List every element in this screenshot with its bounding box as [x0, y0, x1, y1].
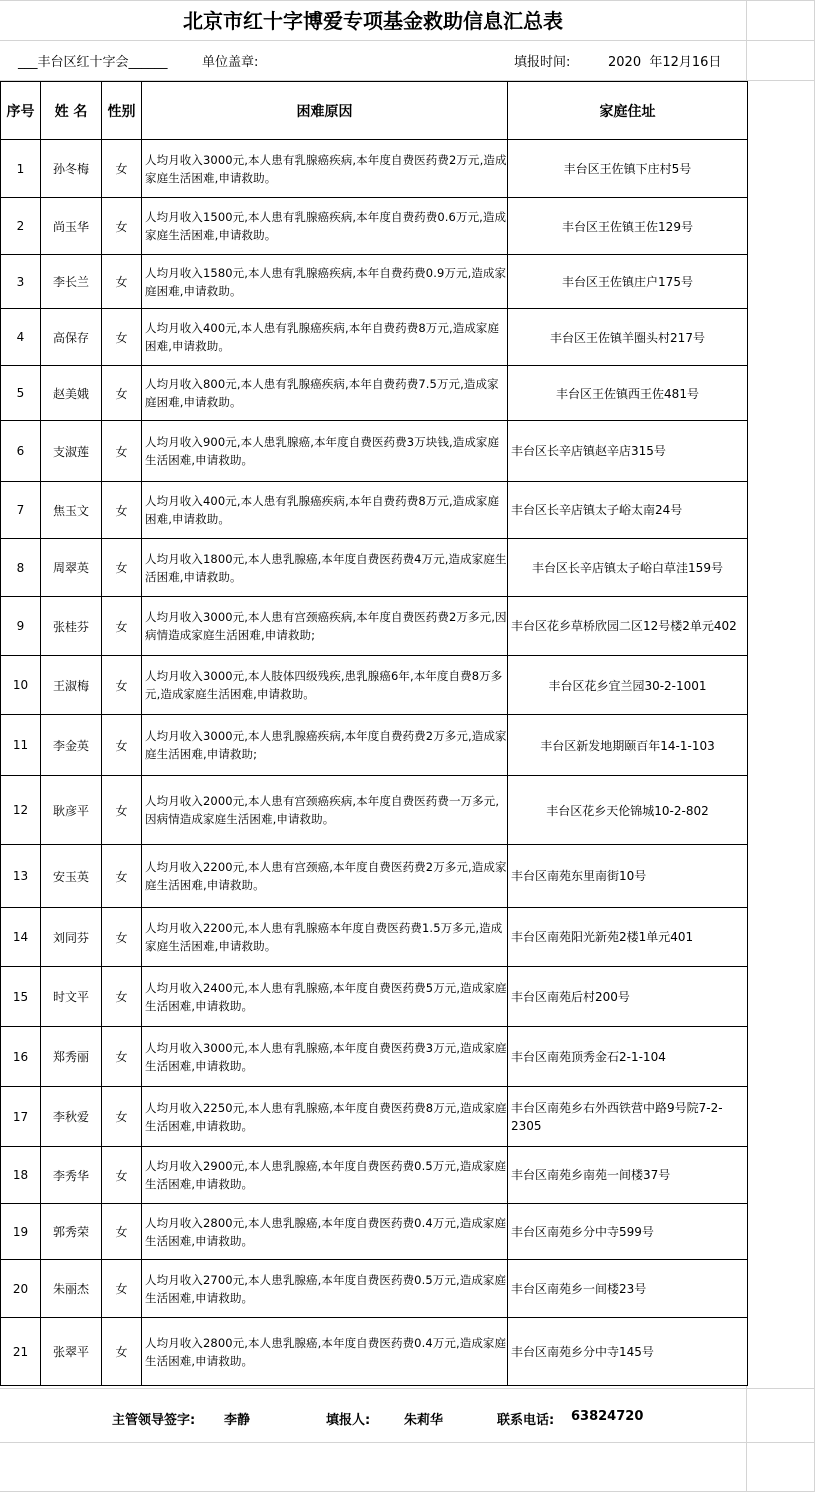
row-number: 18	[1, 1147, 41, 1204]
table-row	[1, 1204, 748, 1260]
row-reason: 人均月收入400元,本人患有乳腺癌疾病,本年自费药费8万元,造成家庭困难,申请救助。	[142, 309, 508, 366]
row-name: 郭秀荣	[41, 1204, 102, 1260]
table-row	[1, 309, 748, 366]
table-row	[1, 967, 748, 1027]
row-sex: 女	[102, 140, 142, 198]
row-sex: 女	[102, 1318, 142, 1386]
row-reason: 人均月收入1800元,本人患乳腺癌,本年度自费医药费4万元,造成家庭生活困难,申请救助。	[142, 539, 508, 597]
row-name: 张翠平	[41, 1318, 102, 1386]
seal-label: 单位盖章:	[202, 55, 259, 70]
leader-label: 主管领导签字:	[112, 1413, 196, 1428]
row-address: 丰台区花乡天伦锦城10-2-802	[508, 776, 748, 845]
phone-label: 联系电话:	[497, 1413, 555, 1428]
row-address: 丰台区长辛店镇太子峪太南24号	[508, 482, 748, 539]
header-sex: 性别	[102, 82, 142, 140]
table-row	[1, 776, 748, 845]
row-name: 赵美娥	[41, 366, 102, 421]
row-number: 19	[1, 1204, 41, 1260]
row-name: 周翠英	[41, 539, 102, 597]
row-number: 4	[1, 309, 41, 366]
row-reason: 人均月收入2200元,本人患有宫颈癌,本年度自费医药费2万多元,造成家庭生活困难,申请救助。	[142, 845, 508, 908]
row-number: 21	[1, 1318, 41, 1386]
row-address: 丰台区南苑乡分中寺145号	[508, 1318, 748, 1386]
table-row	[1, 482, 748, 539]
row-address: 丰台区南苑乡一间楼23号	[508, 1260, 748, 1318]
row-number: 11	[1, 715, 41, 776]
row-name: 高保存	[41, 309, 102, 366]
relief-table	[0, 81, 748, 1386]
header-no: 序号	[1, 82, 41, 140]
row-reason: 人均月收入1580元,本人患有乳腺癌疾病,本年自费药费0.9万元,造成家庭困难,申请救助。	[142, 255, 508, 309]
row-name: 李金英	[41, 715, 102, 776]
table-row	[1, 597, 748, 656]
row-address: 丰台区南苑东里南街10号	[508, 845, 748, 908]
row-reason: 人均月收入2800元,本人患乳腺癌,本年度自费医药费0.4万元,造成家庭生活困难,申请救助。	[142, 1318, 508, 1386]
filler-name: 朱莉华	[404, 1413, 444, 1428]
row-sex: 女	[102, 967, 142, 1027]
row-number: 1	[1, 140, 41, 198]
table-row	[1, 1318, 748, 1386]
row-number: 14	[1, 908, 41, 967]
row-address: 丰台区南苑乡南苑一间楼37号	[508, 1147, 748, 1204]
row-number: 17	[1, 1087, 41, 1147]
row-sex: 女	[102, 421, 142, 482]
row-number: 16	[1, 1027, 41, 1087]
row-name: 张桂芬	[41, 597, 102, 656]
row-sex: 女	[102, 539, 142, 597]
row-address: 丰台区长辛店镇太子峪白草洼159号	[508, 539, 748, 597]
header-reason: 困难原因	[142, 82, 508, 140]
row-name: 朱丽杰	[41, 1260, 102, 1318]
row-address: 丰台区南苑乡右外西铁营中路9号院7-2-2305	[508, 1087, 748, 1147]
row-sex: 女	[102, 482, 142, 539]
table-row	[1, 421, 748, 482]
row-sex: 女	[102, 1087, 142, 1147]
row-name: 李长兰	[41, 255, 102, 309]
row-address: 丰台区南苑阳光新苑2楼1单元401	[508, 908, 748, 967]
row-number: 6	[1, 421, 41, 482]
row-number: 8	[1, 539, 41, 597]
row-number: 20	[1, 1260, 41, 1318]
signature-row	[0, 1398, 746, 1438]
table-row	[1, 908, 748, 967]
row-number: 10	[1, 656, 41, 715]
table-row	[1, 366, 748, 421]
row-reason: 人均月收入3000元,本人患有乳腺癌,本年度自费医药费3万元,造成家庭生活困难,申请救助。	[142, 1027, 508, 1087]
row-address: 丰台区新发地期颐百年14-1-103	[508, 715, 748, 776]
row-name: 郑秀丽	[41, 1027, 102, 1087]
row-number: 5	[1, 366, 41, 421]
page-title: 北京市红十字博爱专项基金救助信息汇总表	[0, 4, 746, 38]
row-reason: 人均月收入2000元,本人患有宫颈癌疾病,本年度自费医药费一万多元,因病情造成家庭生活困难,申请救助。	[142, 776, 508, 845]
row-name: 王淑梅	[41, 656, 102, 715]
row-sex: 女	[102, 776, 142, 845]
row-address: 丰台区王佐镇王佐129号	[508, 198, 748, 255]
row-sex: 女	[102, 255, 142, 309]
fill-time-value: 2020 年12月16日	[608, 55, 722, 70]
row-number: 12	[1, 776, 41, 845]
table-row	[1, 715, 748, 776]
row-name: 时文平	[41, 967, 102, 1027]
row-reason: 人均月收入900元,本人患乳腺癌,本年度自费医药费3万块钱,造成家庭生活困难,申请救助。	[142, 421, 508, 482]
table-row	[1, 1260, 748, 1318]
row-reason: 人均月收入3000元,本人患乳腺癌疾病,本年度自费药费2万多元,造成家庭生活困难,申请救助;	[142, 715, 508, 776]
row-sex: 女	[102, 715, 142, 776]
table-row	[1, 255, 748, 309]
row-address: 丰台区王佐镇西王佐481号	[508, 366, 748, 421]
table-row	[1, 1087, 748, 1147]
row-number: 13	[1, 845, 41, 908]
table-header-row	[1, 82, 748, 140]
header-name: 姓 名	[41, 82, 102, 140]
row-name: 耿彦平	[41, 776, 102, 845]
row-sex: 女	[102, 908, 142, 967]
row-name: 焦玉文	[41, 482, 102, 539]
row-number: 2	[1, 198, 41, 255]
table-row	[1, 198, 748, 255]
row-reason: 人均月收入3000元,本人患有乳腺癌疾病,本年度自费医药费2万元,造成家庭生活困难,申请救助。	[142, 140, 508, 198]
leader-name: 李静	[224, 1413, 251, 1428]
row-sex: 女	[102, 309, 142, 366]
table-row	[1, 140, 748, 198]
row-reason: 人均月收入2200元,本人患有乳腺癌本年度自费医药费1.5万多元,造成家庭生活困难,申请救助。	[142, 908, 508, 967]
row-sex: 女	[102, 845, 142, 908]
row-reason: 人均月收入3000元,本人肢体四级残疾,患乳腺癌6年,本年度自费8万多元,造成家庭生活困难,申请救助。	[142, 656, 508, 715]
row-number: 7	[1, 482, 41, 539]
row-reason: 人均月收入400元,本人患有乳腺癌疾病,本年自费药费8万元,造成家庭困难,申请救助。	[142, 482, 508, 539]
fill-time-label: 填报时间:	[514, 55, 571, 70]
row-address: 丰台区南苑顶秀金石2-1-104	[508, 1027, 748, 1087]
row-name: 支淑莲	[41, 421, 102, 482]
row-address: 丰台区南苑后村200号	[508, 967, 748, 1027]
row-address: 丰台区王佐镇庄户175号	[508, 255, 748, 309]
table-row	[1, 656, 748, 715]
row-reason: 人均月收入1500元,本人患有乳腺癌疾病,本年度自费药费0.6万元,造成家庭生活困难,申请救助。	[142, 198, 508, 255]
header-address: 家庭住址	[508, 82, 748, 140]
table-row	[1, 1147, 748, 1204]
row-reason: 人均月收入2700元,本人患乳腺癌,本年度自费医药费0.5万元,造成家庭生活困难,申请救助。	[142, 1260, 508, 1318]
row-number: 3	[1, 255, 41, 309]
filler-label: 填报人:	[326, 1413, 371, 1428]
row-address: 丰台区王佐镇下庄村5号	[508, 140, 748, 198]
row-sex: 女	[102, 1260, 142, 1318]
table-row	[1, 1027, 748, 1087]
row-address: 丰台区花乡草桥欣园二区12号楼2单元402	[508, 597, 748, 656]
row-name: 刘同芬	[41, 908, 102, 967]
row-sex: 女	[102, 1027, 142, 1087]
row-sex: 女	[102, 1147, 142, 1204]
row-sex: 女	[102, 1204, 142, 1260]
row-name: 李秋爱	[41, 1087, 102, 1147]
row-sex: 女	[102, 656, 142, 715]
row-name: 孙冬梅	[41, 140, 102, 198]
unit-name: ___丰台区红十字会______	[18, 55, 168, 70]
row-address: 丰台区花乡宜兰园30-2-1001	[508, 656, 748, 715]
row-number: 9	[1, 597, 41, 656]
row-name: 安玉英	[41, 845, 102, 908]
row-address: 丰台区南苑乡分中寺599号	[508, 1204, 748, 1260]
row-reason: 人均月收入2900元,本人患乳腺癌,本年度自费医药费0.5万元,造成家庭生活困难,申请救助。	[142, 1147, 508, 1204]
row-name: 尚玉华	[41, 198, 102, 255]
row-reason: 人均月收入3000元,本人患有宫颈癌疾病,本年度自费医药费2万多元,因病情造成家庭生活困难,申请救助;	[142, 597, 508, 656]
row-sex: 女	[102, 198, 142, 255]
row-address: 丰台区王佐镇羊圈头村217号	[508, 309, 748, 366]
row-number: 15	[1, 967, 41, 1027]
table-row	[1, 539, 748, 597]
row-reason: 人均月收入2800元,本人患乳腺癌,本年度自费医药费0.4万元,造成家庭生活困难,申请救助。	[142, 1204, 508, 1260]
row-sex: 女	[102, 597, 142, 656]
row-reason: 人均月收入800元,本人患有乳腺癌疾病,本年自费药费7.5万元,造成家庭困难,申请救助。	[142, 366, 508, 421]
row-name: 李秀华	[41, 1147, 102, 1204]
phone-value: 63824720	[571, 1409, 644, 1424]
report-info-row	[0, 41, 746, 79]
row-sex: 女	[102, 366, 142, 421]
row-reason: 人均月收入2400元,本人患有乳腺癌,本年度自费医药费5万元,造成家庭生活困难,申请救助。	[142, 967, 508, 1027]
table-row	[1, 845, 748, 908]
row-reason: 人均月收入2250元,本人患有乳腺癌,本年度自费医药费8万元,造成家庭生活困难,申请救助。	[142, 1087, 508, 1147]
row-address: 丰台区长辛店镇赵辛店315号	[508, 421, 748, 482]
